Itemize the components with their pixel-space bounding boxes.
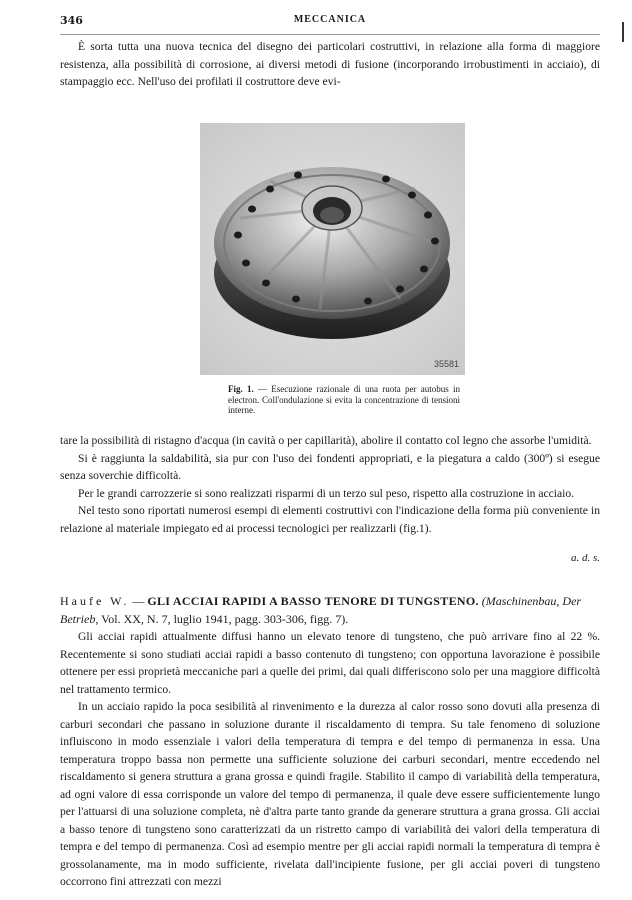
intro-paragraph: È sorta tutta una nuova tecnica del disegno dei particolari costruttivi, in relazione alla forma di maggiore resistenza, alla possibilità di corrosione, ai diversi metodi di fusione (incorporando irrobustimenti in acciaio), di stampaggio ecc. Nell'uso dei profilati il costruttore deve evi-: [60, 40, 600, 88]
heading-dash: —: [129, 594, 148, 608]
article-author: Haufe W.: [60, 594, 130, 608]
article-citation: Vol. XX, N. 7, luglio 1941, pagg. 303-306, figg. 7).: [101, 612, 349, 626]
article-body: [60, 628, 600, 891]
paragraph: Si è raggiunta la saldabilità, sia pur con l'uso dei fondenti appropriati, e la piegatura a caldo (300º) si esegue senza soverchie difficoltà.: [60, 451, 600, 482]
continuation-text: [60, 432, 600, 537]
figure-number: 35581: [433, 359, 459, 369]
article-heading: [60, 592, 620, 628]
page-header: [60, 14, 600, 30]
caption-text: — Esecuzione razionale di una ruota per autobus in electron. Coll'ondulazione si evita la concentrazione di tensioni interne.: [228, 384, 461, 415]
page-edge-mark: [622, 22, 624, 42]
running-head: MECCANICA: [293, 14, 367, 25]
header-rule: [60, 34, 600, 35]
paragraph: tare la possibilità di ristagno d'acqua (in cavità o per capillarità), abolire il contatto col legno che assorbe l'umidità.: [60, 434, 592, 447]
paragraph: In un acciaio rapido la poca sesibilità al rinvenimento e la durezza al calor rosso sono dovuti alla presenza di carburi secondari che passano in soluzione durante il riscaldamento di tempra. Su tale fenomeno di soluzione influiscono in modo essenziale i valori della temperatura di tempra e del tempo di permanenza in essa. Una temperatura troppo bassa non permette una sufficiente soluzione dei carburi secondari, mentre eccedendo nel riscaldamento si genera struttura a grana grossa e quindi fragile. Stabilito il campo di variabilità della temperatura, ad ogni valore di essa corrisponde un valore del tempo di permanenza, il quale deve essere sufficientemente lungo per l'attuarsi di una soluzione completa, nè d'altra parte tanto grande da generare struttura a grana grossa. Gli acciai a basso tenore di tungsteno sono caratterizzati da un ristretto campo di variabilità dei valori della temperatura di tempra e del tempo di permanenza. Così ad esempio mentre per gli acciai rapidi normali la temperatura di tempra è grossolanamente, ma in modo sufficiente, rivelata dall'incipiente fusione, per gli acciai poveri di tungsteno occorrono fini attrezzati con mezzi: [60, 700, 600, 888]
figure-caption: [228, 384, 460, 416]
page-number: 346: [60, 14, 83, 27]
paragraph: Per le grandi carrozzerie si sono realizzati risparmi di un terzo sul peso, rispetto alla costruzione in acciaio.: [78, 486, 575, 500]
caption-label: Fig. 1.: [228, 384, 254, 394]
article-journal: (Maschinenbau, Der Betrieb,: [60, 594, 582, 626]
article-title: GLI ACCIAI RAPIDI A BASSO TENORE DI TUNGSTENO.: [147, 594, 479, 608]
figure-wheel-photo: [200, 123, 465, 375]
paragraph: Nel testo sono riportati numerosi esempi di elementi costruttivi con l'indicazione della forma più conveniente in relazione al materiale impiegato ed ai processi tecnologici per realizzarli (fig.1).: [60, 504, 600, 535]
wheel-illustration: [200, 123, 465, 375]
intro-text: [60, 38, 600, 91]
author-signature: a. d. s.: [570, 552, 600, 564]
paragraph: Gli acciai rapidi attualmente diffusi hanno un elevato tenore di tungsteno, che può arrivare fino al 22 %. Recentemente si sono studiati acciai rapidi a basso contenuto di tungsteno; con opportuna lavorazione è possibile ottenere per essi proprietà meccaniche pari a quelle dei primi, dai quali differiscono solo per una maggiore difficoltà nel trattamento termico.: [60, 630, 600, 696]
